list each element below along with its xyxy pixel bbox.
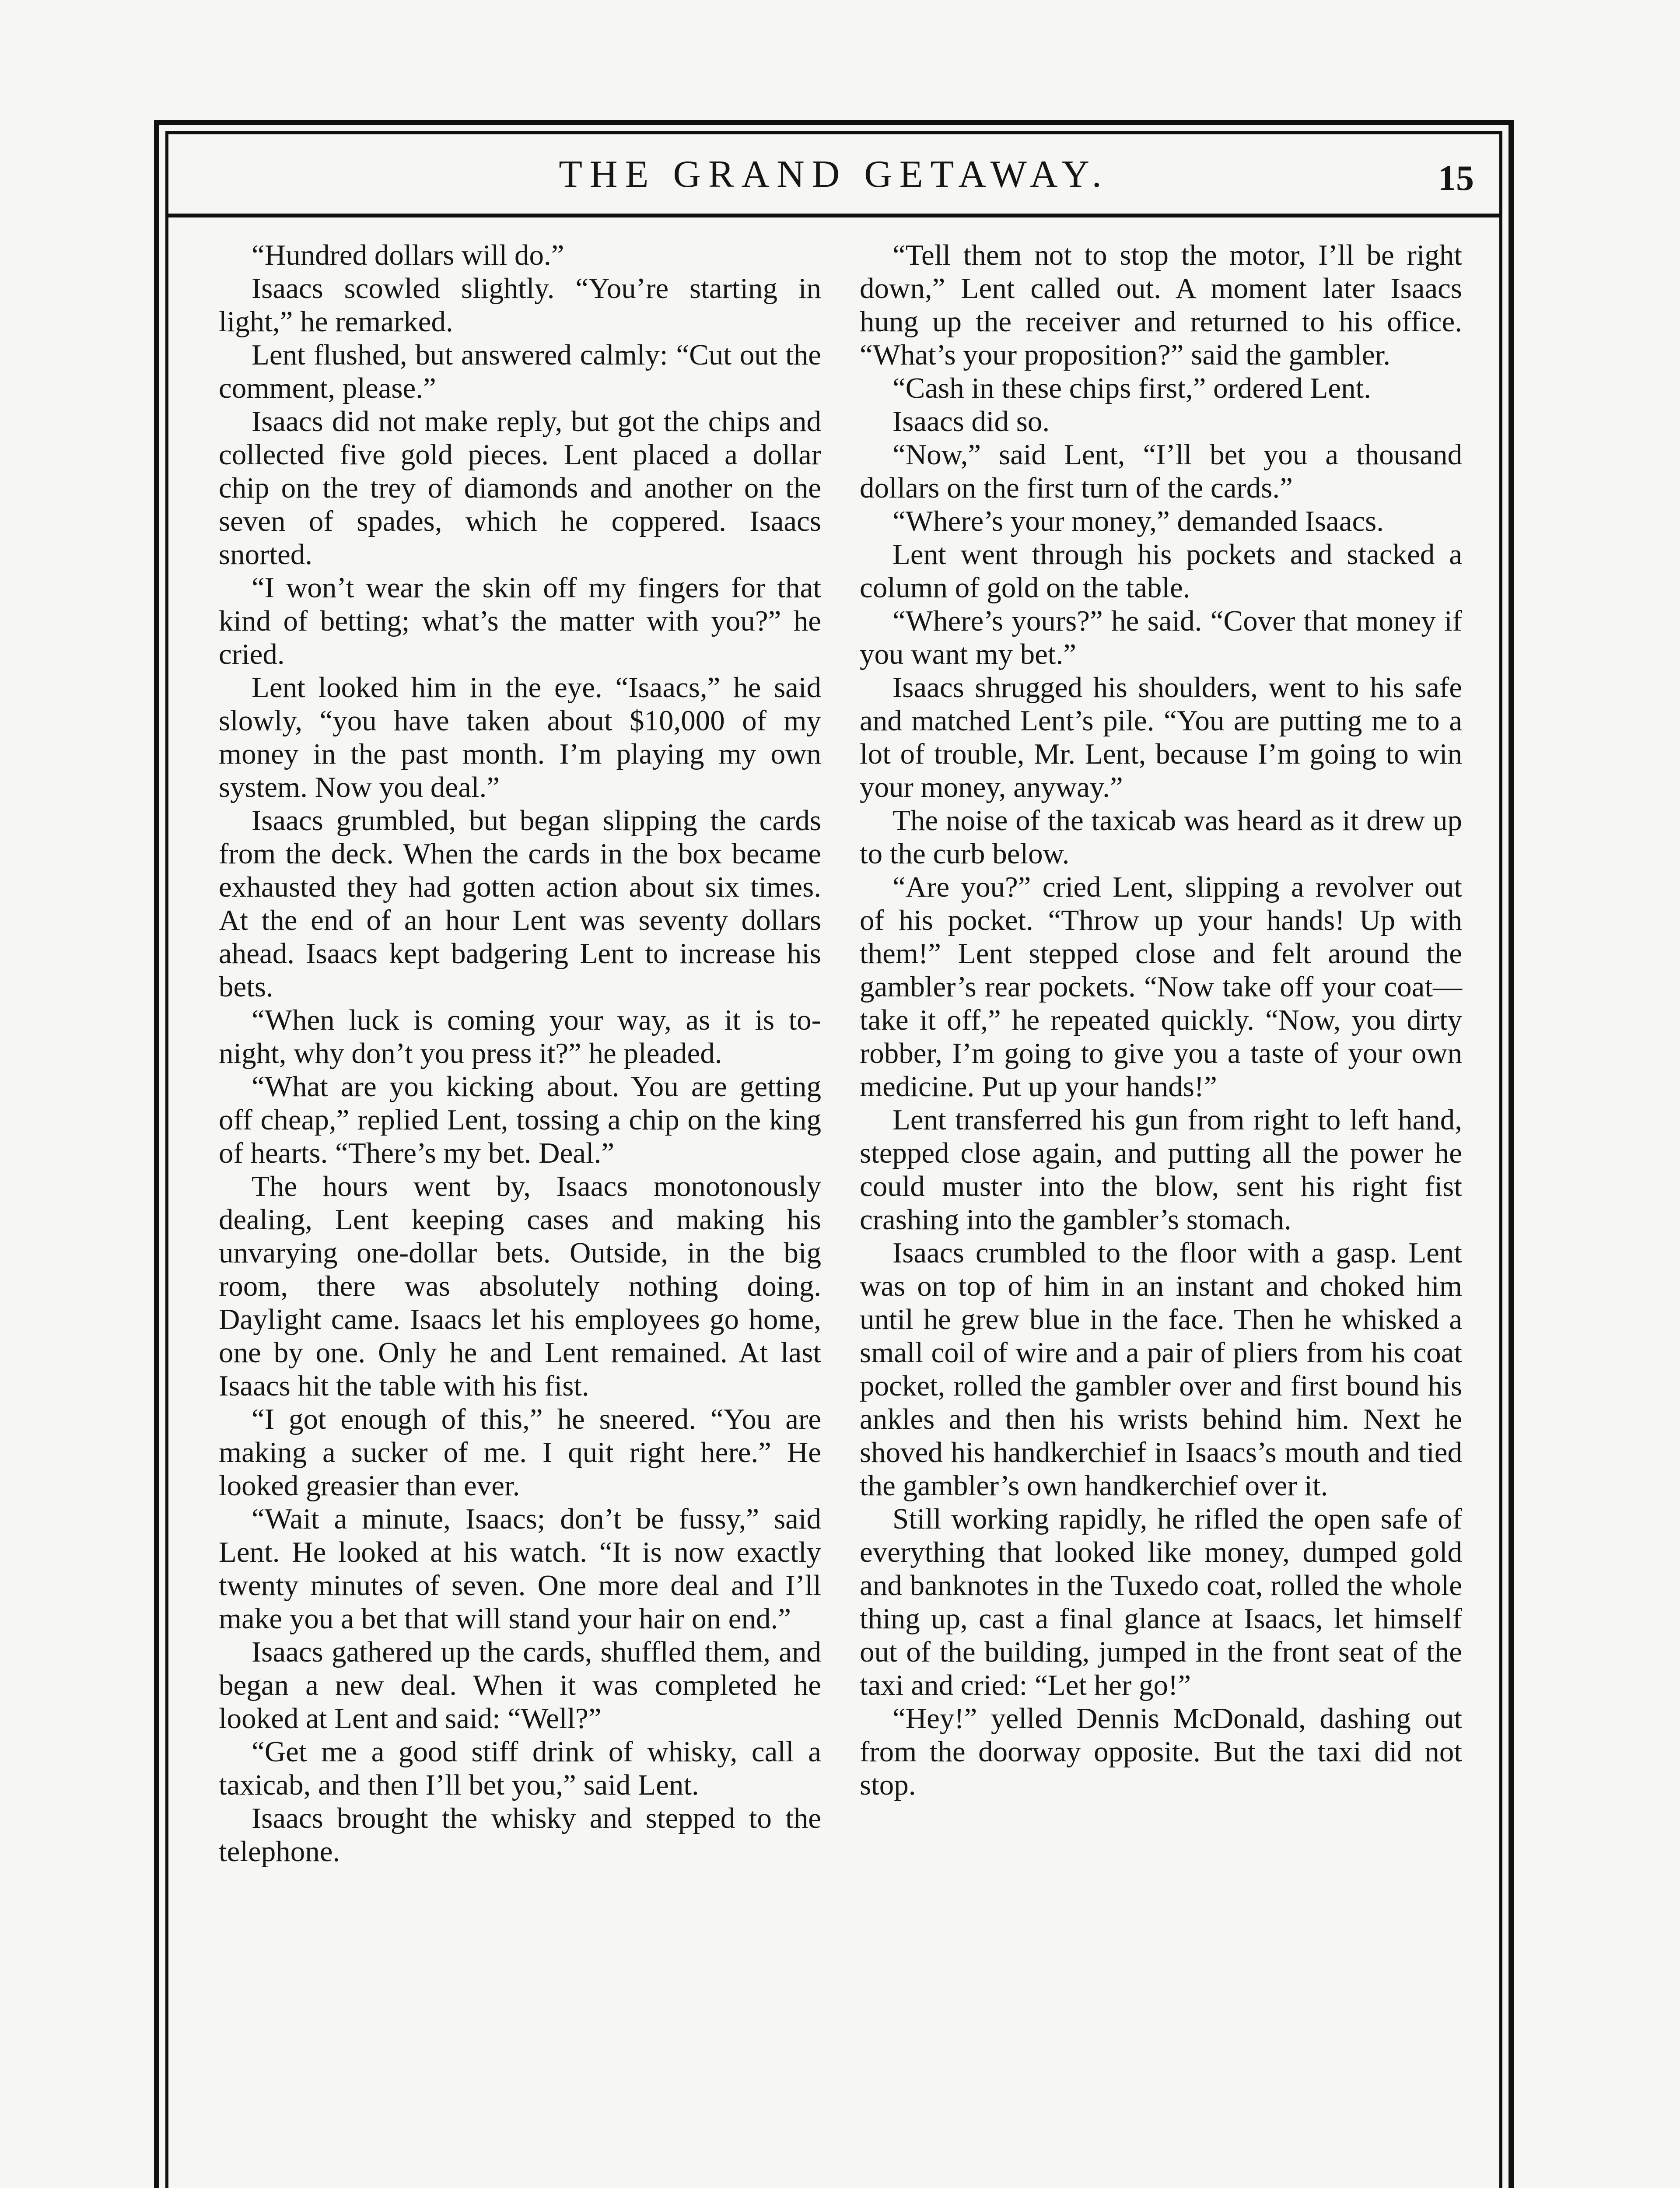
paragraph: Isaacs scowled slightly. “You’re starting in light,” he remarked.: [219, 272, 821, 338]
paragraph: “Now,” said Lent, “I’ll bet you a thousand dollars on the first turn of the cards.”: [860, 438, 1462, 504]
paragraph: Still working rapidly, he rifled the open safe of everything that looked like money, dumped gold and banknotes in the Tuxedo coat, rolled the whole thing up, cast a final glance at Isaacs, let himself out of the building, jumped in the front seat of the taxi and cried: “Let her go!”: [860, 1503, 1462, 1701]
paragraph: Lent looked him in the eye. “Isaacs,” he said slowly, “you have taken about $10,000 of my money in the past month. I’m playing my own system. Now you deal.”: [219, 671, 821, 803]
paragraph: Isaacs did not make reply, but got the chips and collected five gold pieces. Lent placed a dollar chip on the trey of diamonds and another on the seven of spades, which he coppered. Isaacs snorted.: [219, 405, 821, 571]
paragraph: “Hundred dollars will do.”: [252, 239, 564, 271]
paragraph: “What are you kicking about. You are getting off cheap,” replied Lent, tossing a chip on the king of hearts. “There’s my bet. Deal.”: [219, 1070, 821, 1169]
paragraph: “I got enough of this,” he sneered. “You are making a sucker of me. I quit right here.” He looked greasier than ever.: [219, 1403, 821, 1502]
paragraph: “Where’s your money,” demanded Isaacs.: [892, 505, 1384, 537]
paragraph: Isaacs did so.: [892, 405, 1050, 438]
text-column-right: [860, 238, 1462, 2188]
paragraph: “Wait a minute, Isaacs; don’t be fussy,” said Lent. He looked at his watch. “It is now exactly twenty minutes of seven. One more deal and I’ll make you a bet that will stand your hair on end.”: [219, 1503, 821, 1635]
page-title: THE GRAND GETAWAY.: [559, 153, 1109, 196]
paragraph: Isaacs grumbled, but began slipping the cards from the deck. When the cards in the box became exhausted they had gotten action about six times. At the end of an hour Lent was seventy dollars ahead. Isaacs kept badgering Lent to increase his bets.: [219, 804, 821, 1003]
paragraph: “Are you?” cried Lent, slipping a revolver out of his pocket. “Throw up your hands! Up with them!” Lent stepped close and felt around the gambler’s rear pockets. “Now take off your coat—take it off,” he repeated quickly. “Now, you dirty robber, I’m going to give you a taste of your own medicine. Put up your hands!”: [860, 871, 1462, 1103]
paragraph: Isaacs brought the whisky and stepped to the telephone.: [219, 1802, 821, 1868]
paragraph: The noise of the taxicab was heard as it drew up to the curb below.: [860, 804, 1462, 870]
paragraph: Lent transferred his gun from right to left hand, stepped close again, and putting all the power he could muster into the blow, sent his right fist crashing into the gambler’s stomach.: [860, 1104, 1462, 1236]
paragraph: “Get me a good stiff drink of whisky, call a taxicab, and then I’ll bet you,” said Lent.: [219, 1736, 821, 1801]
paragraph: Isaacs shrugged his shoulders, went to his safe and matched Lent’s pile. “You are putting me to a lot of trouble, Mr. Lent, because I’m going to win your money, anyway.”: [860, 671, 1462, 803]
paragraph: “When luck is coming your way, as it is to-night, why don’t you press it?” he pleaded.: [219, 1004, 821, 1069]
page-number: 15: [1438, 158, 1474, 198]
text-column-left: [219, 238, 821, 2188]
paragraph: “Cash in these chips first,” ordered Lent.: [892, 372, 1371, 404]
paragraph: Lent flushed, but answered calmly: “Cut out the comment, please.”: [219, 339, 821, 404]
running-header: [168, 134, 1499, 217]
paragraph: “Hey!” yelled Dennis McDonald, dashing out from the doorway opposite. But the taxi did not stop.: [860, 1702, 1462, 1801]
paragraph: Lent went through his pockets and stacked a column of gold on the table.: [860, 538, 1462, 604]
paragraph: “Where’s yours?” he said. “Cover that money if you want my bet.”: [860, 605, 1462, 670]
paragraph: Isaacs gathered up the cards, shuffled them, and began a new deal. When it was completed he looked at Lent and said: “Well?”: [219, 1636, 821, 1735]
paragraph: “Tell them not to stop the motor, I’ll be right down,” Lent called out. A moment later Isaacs hung up the receiver and returned to his office. “What’s your proposition?” said the gambler.: [860, 239, 1462, 371]
paragraph: “I won’t wear the skin off my fingers for that kind of betting; what’s the matter with you?” he cried.: [219, 572, 821, 670]
paragraph: Isaacs crumbled to the floor with a gasp. Lent was on top of him in an instant and choked him until he grew blue in the face. Then he whisked a small coil of wire and a pair of pliers from his coat pocket, rolled the gambler over and first bound his ankles and then his wrists behind him. Next he shoved his handkerchief in Isaacs’s mouth and tied the gambler’s own handkerchief over it.: [860, 1237, 1462, 1502]
paragraph: The hours went by, Isaacs monotonously dealing, Lent keeping cases and making his unvarying one-dollar bets. Outside, in the big room, there was absolutely nothing doing. Daylight came. Isaacs let his employees go home, one by one. Only he and Lent remained. At last Isaacs hit the table with his fist.: [219, 1170, 821, 1402]
